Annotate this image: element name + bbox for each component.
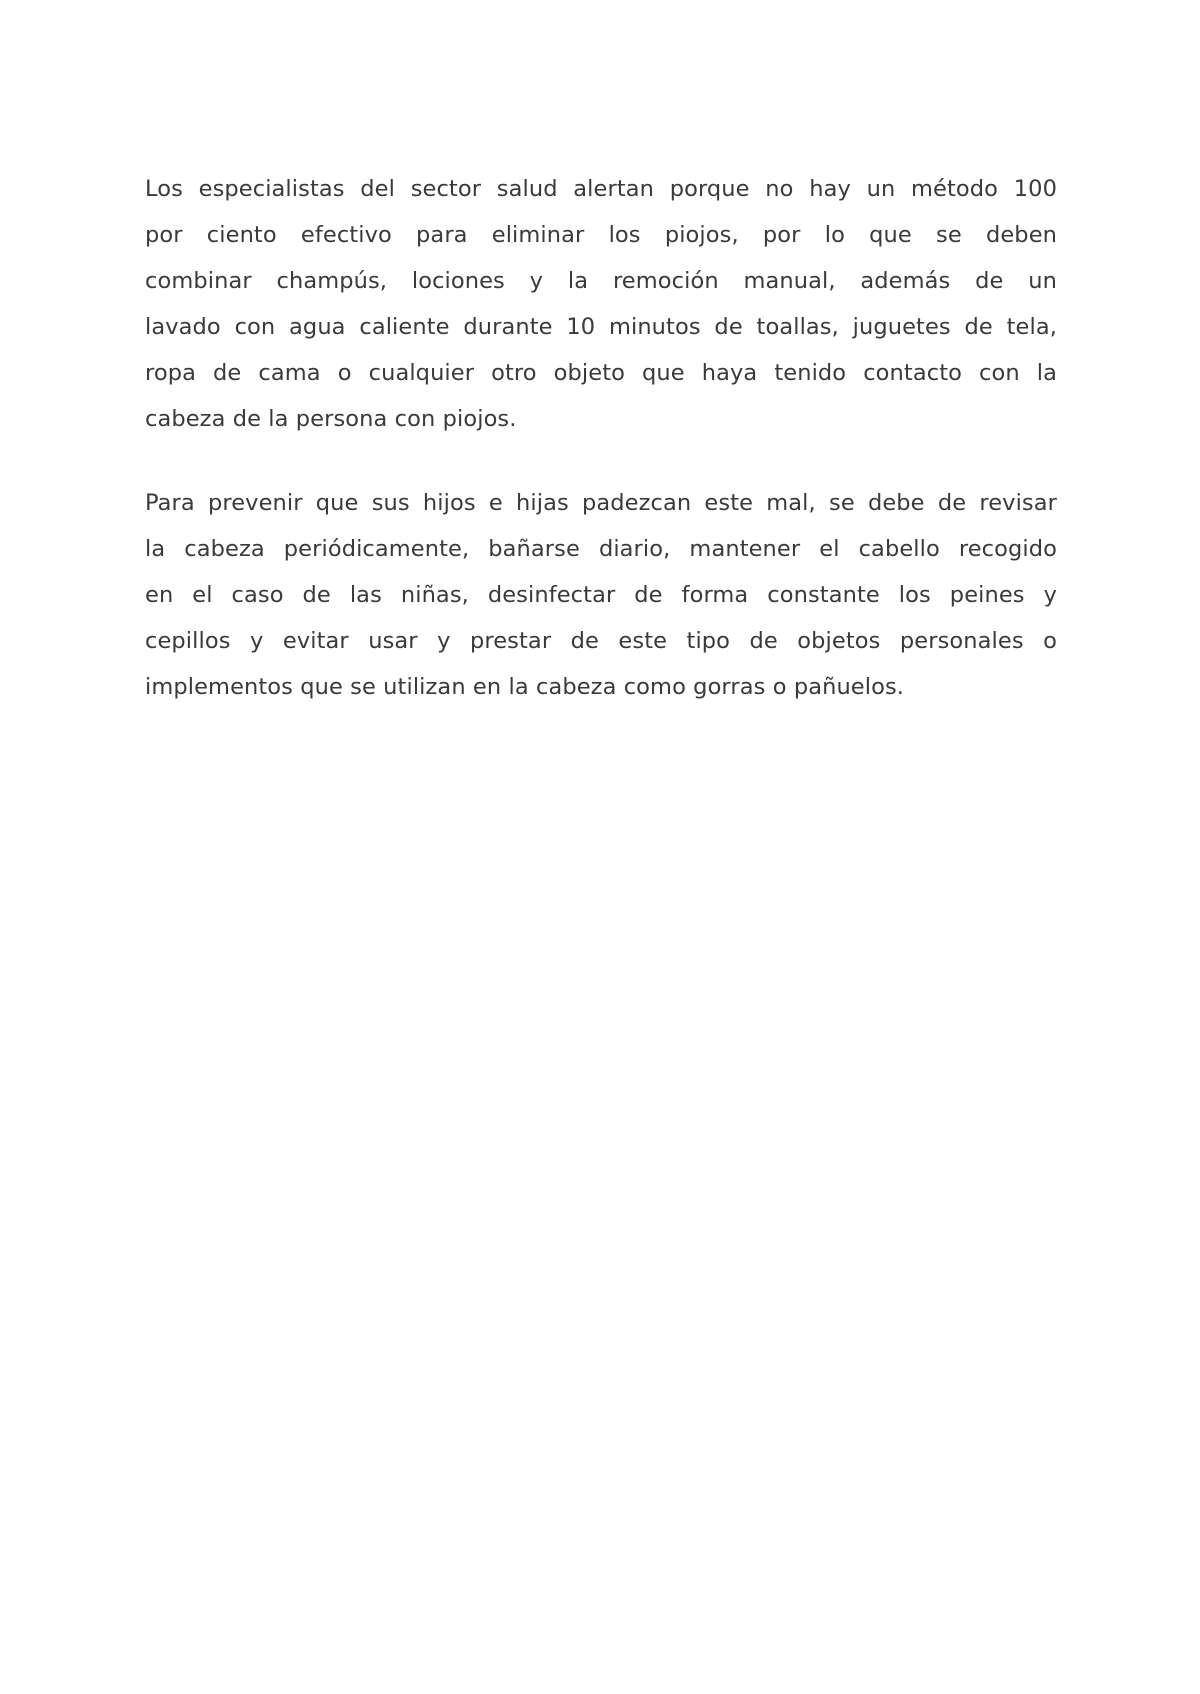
- text-line: en el caso de las niñas, desinfectar de forma constante los peines y: [145, 582, 1057, 608]
- text-line: ropa de cama o cualquier otro objeto que haya tenido contacto con la: [145, 360, 1057, 386]
- text-line: cepillos y evitar usar y prestar de este tipo de objetos personales o: [145, 628, 1057, 654]
- text-line: cabeza de la persona con piojos.: [145, 406, 517, 432]
- text-line: lavado con agua caliente durante 10 minutos de toallas, juguetes de tela,: [145, 314, 1057, 340]
- text-line: Los especialistas del sector salud alertan porque no hay un método 100: [145, 176, 1057, 202]
- text-line: implementos que se utilizan en la cabeza como gorras o pañuelos.: [145, 674, 905, 700]
- paragraph-lice-prevention: [145, 480, 1057, 710]
- text-line: la cabeza periódicamente, bañarse diario, mantener el cabello recogido: [145, 536, 1057, 562]
- text-line: por ciento efectivo para eliminar los piojos, por lo que se deben: [145, 222, 1057, 248]
- text-line: Para prevenir que sus hijos e hijas padezcan este mal, se debe de revisar: [145, 490, 1057, 516]
- document-body: [145, 166, 1057, 748]
- text-line: combinar champús, lociones y la remoción manual, además de un: [145, 268, 1057, 294]
- paragraph-lice-treatment: [145, 166, 1057, 442]
